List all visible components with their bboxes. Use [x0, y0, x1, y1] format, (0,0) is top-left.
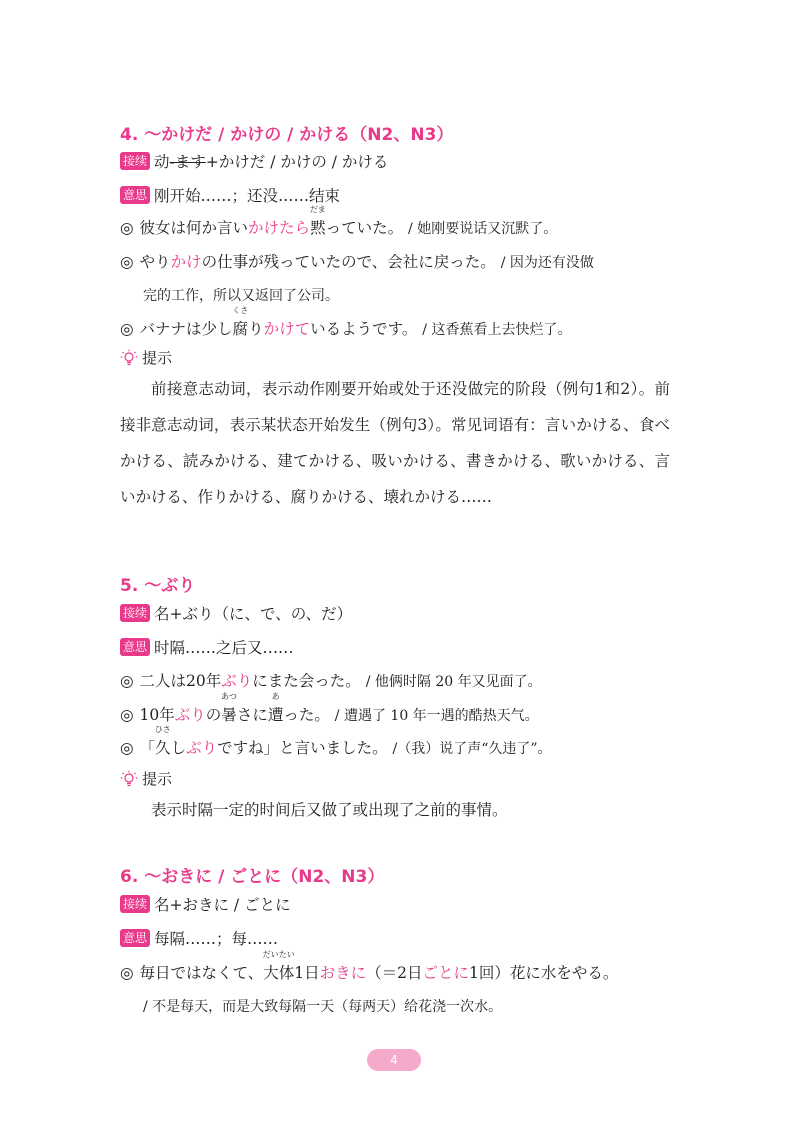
example-5-1: ◎ 二人は20年ぶりにまた会った。 / 他俩时隔 20 年又见面了。 — [120, 672, 542, 690]
connect-row-4: 接续 动-ます+かけだ / かけの / かける — [120, 150, 388, 174]
meaning-tag: 意思 — [120, 638, 150, 656]
tip-header-5: 提示 — [120, 768, 172, 790]
page-number: 4 — [390, 1053, 398, 1067]
meaning-row-6: 意思 每隔……；每…… — [120, 927, 278, 951]
example-5-3: ◎ 「 ひさ 久しぶりですね」と言いました。 /（我）说了声“久违了”。 — [120, 736, 552, 760]
connect-tag: 接续 — [120, 895, 150, 913]
example-4-2: ◎ やりかけの仕事が残っていたので、会社に戻った。 / 因为还有没做 — [120, 253, 594, 271]
tip-text-5: 表示时隔一定的时间后又做了或出现了之前的事情。 — [151, 801, 508, 819]
section-heading-6: 6. ～おきに / ごとに（N2、N3） — [120, 867, 385, 887]
furigana: あつ 暑 — [221, 692, 238, 724]
struck-masu: -ます — [169, 153, 206, 171]
meaning-row-5: 意思 时隔……之后又…… — [120, 636, 294, 660]
example-6-1: ◎ 毎日ではなくて、 だいたい 大体1日おきに（＝2日ごとに1回）花に水をやる。 — [120, 961, 618, 985]
connect-tag: 接续 — [120, 604, 150, 622]
lightbulb-icon — [120, 349, 138, 373]
connect-tag: 接续 — [120, 152, 150, 170]
example-4-3: ◎ バナナは少し くさ 腐りかけているようです。 / 这香蕉看上去快烂了。 — [120, 317, 571, 341]
section-heading-5: 5. ～ぶり — [120, 576, 196, 596]
connect-row-5: 接续 名+ぶり（に、で、の、だ） — [120, 602, 352, 626]
furigana: だま 黙 — [309, 205, 326, 237]
meaning-tag: 意思 — [120, 186, 150, 204]
example-4-2-continued: 完的工作，所以又返回了公司。 — [143, 288, 339, 304]
meaning-tag: 意思 — [120, 929, 150, 947]
section-heading-4: 4. ～かけだ / かけの / かける（N2、N3） — [120, 125, 454, 145]
example-5-2: ◎ 10年ぶりの あつ 暑さに あ 遭った。 / 遭遇了 10 年一遇的酷热天气。 — [120, 703, 539, 727]
page-number-tab — [367, 1049, 421, 1071]
connect-row-6: 接续 名+おきに / ごとに — [120, 893, 291, 917]
furigana: だいたい 大体 — [262, 950, 295, 982]
lightbulb-icon — [120, 770, 138, 794]
tip-header-4: 提示 — [120, 347, 172, 369]
tip-text-4: 前接意志动词，表示动作刚要开始或处于还没做完的阶段（例句1和2）。前接非意志动词，表示某状态开始发生（例句3）。常见词语有：言いかける、食べかける、読みかける、建てかける、吸いかける、書きかける、歌いかける、言いかける、作りかける、腐りかける、壊れかける…… — [120, 380, 670, 506]
furigana: くさ 腐 — [232, 306, 249, 338]
furigana: ひさ 久 — [154, 725, 171, 757]
furigana: あ 遭 — [267, 692, 284, 724]
example-4-1: ◎ 彼女は何か言いかけたら だま 黙っていた。 / 她刚要说话又沉默了。 — [120, 216, 557, 240]
example-6-1-translation: / 不是每天，而是大致每隔一天（每两天）给花浇一次水。 — [143, 999, 503, 1015]
meaning-row-4: 意思 刚开始……；还没……结束 — [120, 184, 340, 208]
